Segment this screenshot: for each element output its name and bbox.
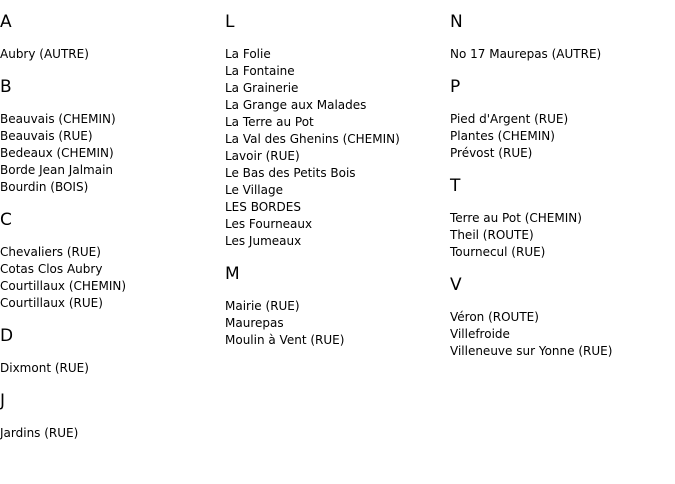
street-index-column-2 [225,0,445,363]
street-link[interactable]: No 17 Maurepas (AUTRE) [450,47,602,61]
street-list-item [225,182,445,199]
letter-group [450,176,670,261]
street-list-item [0,46,220,63]
street-list-item [450,145,670,162]
street-link[interactable]: Véron (ROUTE) [450,310,539,324]
street-list [450,309,670,360]
letter-group [225,264,445,349]
street-list-item [450,343,670,360]
street-link[interactable]: Prévost (RUE) [450,146,533,160]
letter-heading: N [450,12,463,32]
street-link[interactable]: Les Fourneaux [225,217,313,231]
street-list [450,210,670,261]
street-link[interactable]: Maurepas [225,316,284,330]
street-link[interactable]: La Fontaine [225,64,295,78]
street-link[interactable]: Courtillaux (RUE) [0,296,103,310]
letter-heading: M [225,264,240,284]
street-list [0,360,220,377]
letter-group [0,391,220,442]
street-list-item [225,315,445,332]
street-link[interactable]: Dixmont (RUE) [0,361,89,375]
street-link[interactable]: Terre au Pot (CHEMIN) [450,211,582,225]
street-link[interactable]: Moulin à Vent (RUE) [225,333,345,347]
street-list-item [225,114,445,131]
street-link[interactable]: Cotas Clos Aubry [0,262,103,276]
street-list-item [0,128,220,145]
street-list-item [450,46,670,63]
street-link[interactable]: La Grainerie [225,81,299,95]
street-list-item [0,295,220,312]
street-list-item [0,162,220,179]
street-list-item [450,210,670,227]
street-link[interactable]: Borde Jean Jalmain [0,163,114,177]
letter-group [450,12,670,63]
street-index-column-1 [0,0,220,456]
street-list-item [225,63,445,80]
street-list [225,298,445,349]
street-list [0,46,220,63]
letter-heading: B [0,77,12,97]
letter-heading: T [450,176,461,196]
street-link[interactable]: Beauvais (RUE) [0,129,93,143]
street-link[interactable]: La Terre au Pot [225,115,314,129]
street-link[interactable]: Beauvais (CHEMIN) [0,112,116,126]
street-list [450,111,670,162]
street-link[interactable]: LES BORDES [225,200,301,214]
letter-heading: D [0,326,14,346]
street-link[interactable]: Mairie (RUE) [225,299,300,313]
street-link[interactable]: Jardins (RUE) [0,426,79,440]
letter-heading: A [0,12,12,32]
street-list-item [225,233,445,250]
letter-group [0,12,220,63]
street-link[interactable]: Villefroide [450,327,510,341]
street-list-item [0,244,220,261]
letter-heading: J [0,391,6,411]
street-list-item [0,179,220,196]
street-list-item [450,111,670,128]
street-link[interactable]: La Grange aux Malades [225,98,367,112]
street-list [0,425,220,442]
street-list-item [450,309,670,326]
letter-group [0,326,220,377]
street-list [0,111,220,196]
street-link[interactable]: Bourdin (BOIS) [0,180,89,194]
street-list-item [225,148,445,165]
letter-heading: L [225,12,235,32]
street-index-column-3 [450,0,670,374]
street-link[interactable]: Villeneuve sur Yonne (RUE) [450,344,613,358]
street-link[interactable]: Lavoir (RUE) [225,149,300,163]
letter-group [225,12,445,250]
street-link[interactable]: Les Jumeaux [225,234,302,248]
street-link[interactable]: Chevaliers (RUE) [0,245,101,259]
street-list-item [225,332,445,349]
letter-heading: P [450,77,461,97]
street-link[interactable]: Courtillaux (CHEMIN) [0,279,127,293]
street-link[interactable]: La Folie [225,47,271,61]
street-list-item [450,326,670,343]
street-link[interactable]: Aubry (AUTRE) [0,47,89,61]
street-list-item [0,145,220,162]
letter-group [0,77,220,196]
street-link[interactable]: Le Village [225,183,283,197]
street-list-item [225,131,445,148]
street-list [225,46,445,250]
street-link[interactable]: Plantes (CHEMIN) [450,129,555,143]
street-list [450,46,670,63]
street-list-item [0,360,220,377]
street-list-item [225,46,445,63]
street-list-item [450,128,670,145]
street-link[interactable]: La Val des Ghenins (CHEMIN) [225,132,400,146]
street-list-item [225,165,445,182]
street-link[interactable]: Bedeaux (CHEMIN) [0,146,114,160]
street-list-item [225,80,445,97]
letter-heading: V [450,275,462,295]
letter-group [450,77,670,162]
street-link[interactable]: Le Bas des Petits Bois [225,166,356,180]
street-list-item [225,199,445,216]
street-list-item [450,244,670,261]
street-list-item [0,261,220,278]
street-list-item [225,216,445,233]
street-list-item [0,425,220,442]
street-list-item [0,111,220,128]
street-list-item [225,97,445,114]
street-list-item [225,298,445,315]
street-list [0,244,220,312]
street-list-item [0,278,220,295]
letter-heading: C [0,210,12,230]
street-list-item [450,227,670,244]
street-link[interactable]: Pied d'Argent (RUE) [450,112,569,126]
letter-group [0,210,220,312]
street-link[interactable]: Tournecul (RUE) [450,245,546,259]
letter-group [450,275,670,360]
street-link[interactable]: Theil (ROUTE) [450,228,534,242]
